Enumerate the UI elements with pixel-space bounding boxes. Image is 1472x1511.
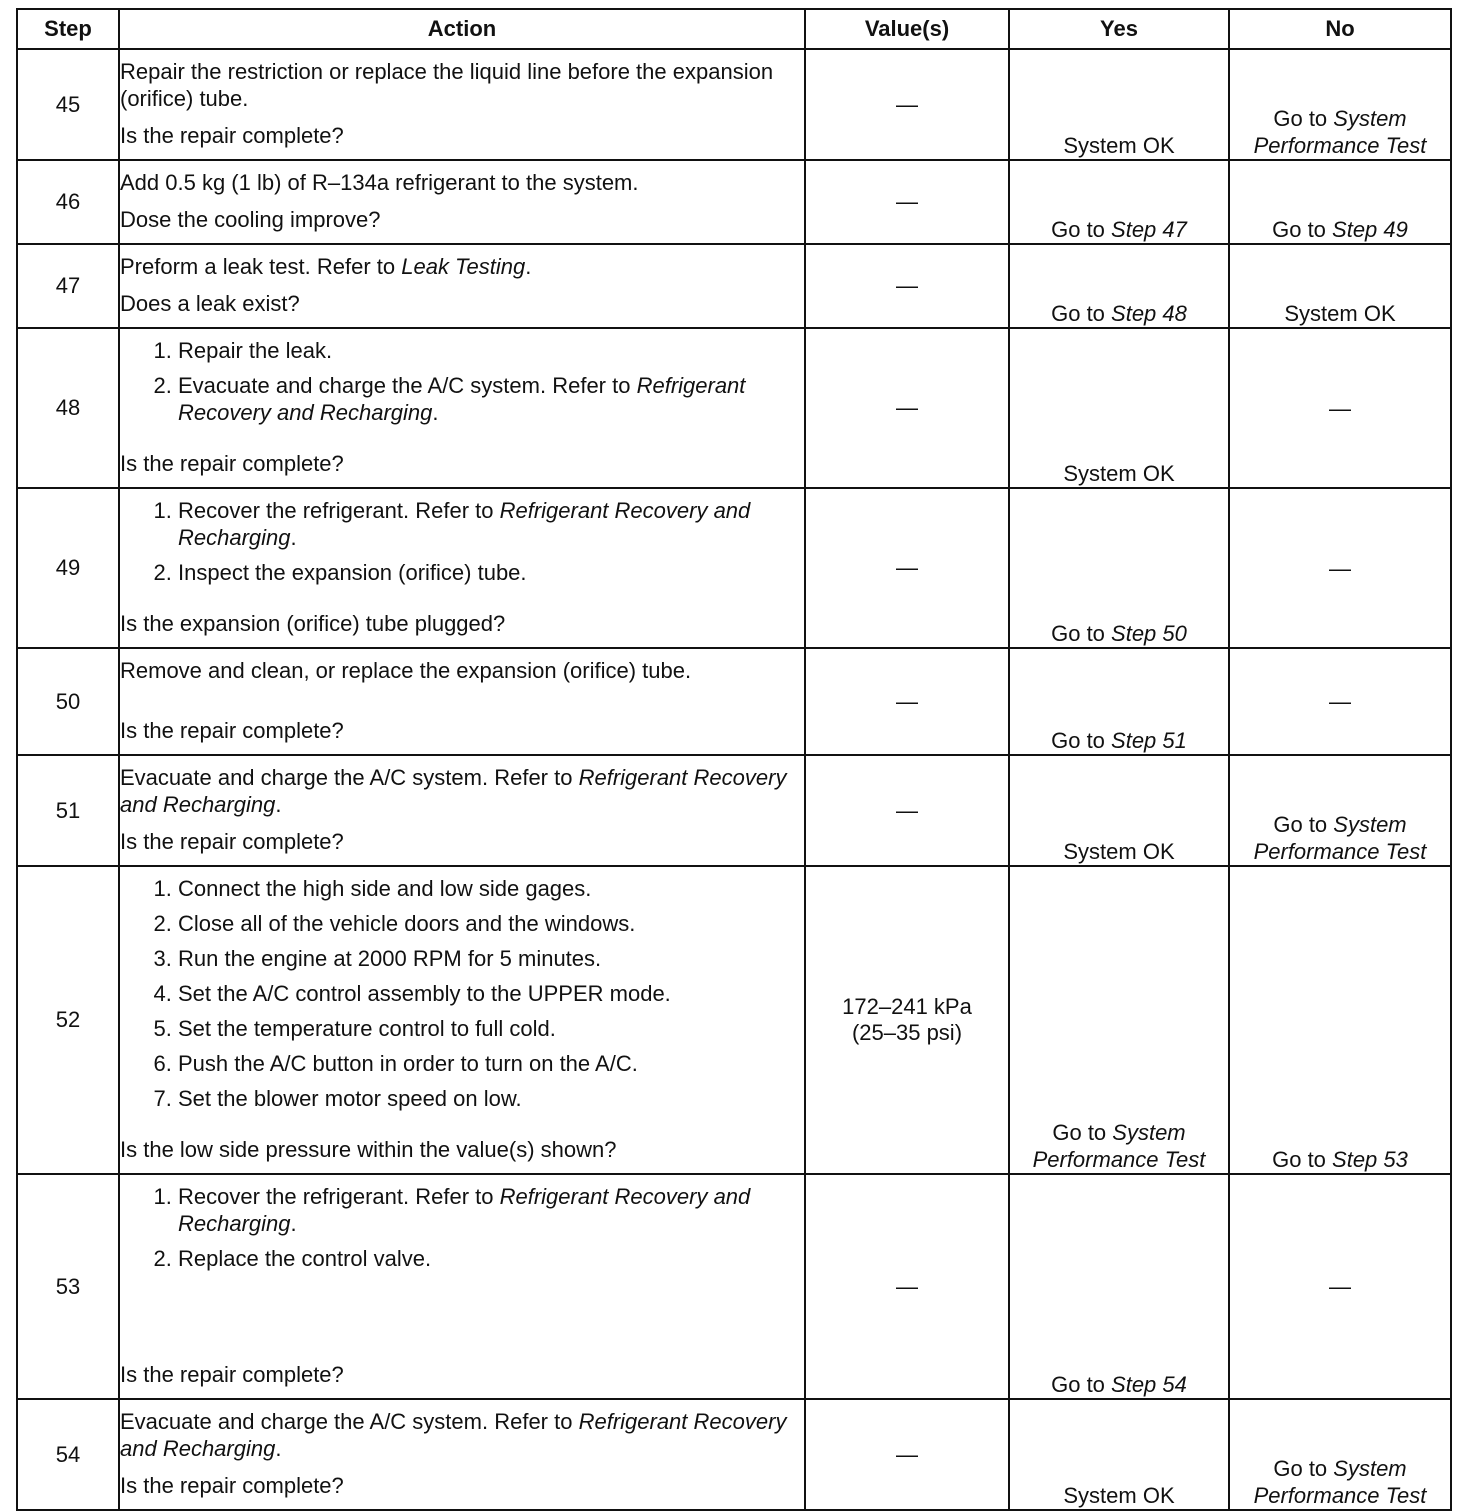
value-cell: — <box>805 244 1009 328</box>
no-prefix: Go to <box>1272 217 1333 242</box>
no-cell <box>1229 866 1451 1174</box>
list-item <box>178 372 804 426</box>
action-steps-list <box>120 875 804 1120</box>
action-text <box>120 1408 804 1462</box>
item-suffix: . <box>432 400 439 425</box>
item-suffix: . <box>290 525 297 550</box>
list-item <box>178 1183 804 1237</box>
action-cell <box>119 648 805 755</box>
step-number: 47 <box>17 244 119 328</box>
action-cell <box>119 755 805 866</box>
list-item: 7. Set the blower motor speed on low. <box>178 1085 804 1112</box>
step-number: 46 <box>17 160 119 244</box>
action-cell <box>119 244 805 328</box>
no-prefix: Go to <box>1273 1456 1334 1481</box>
header-no: No <box>1229 9 1451 49</box>
list-item: 2. Replace the control valve. <box>178 1245 804 1272</box>
item-ref: Refrigerant Recovery and Recharging <box>178 498 751 550</box>
action-cell <box>119 160 805 244</box>
yes-prefix: Go to <box>1052 1120 1113 1145</box>
table-row-51 <box>17 755 1451 866</box>
no-prefix: Go to <box>1273 106 1334 131</box>
yes-cell <box>1009 866 1229 1174</box>
table-row-52 <box>17 866 1451 1174</box>
no-cell: — <box>1229 328 1451 488</box>
step-number: 49 <box>17 488 119 648</box>
item-suffix: . <box>290 1211 297 1236</box>
value-cell: — <box>805 1399 1009 1510</box>
step-number: 45 <box>17 49 119 160</box>
no-cell <box>1229 1399 1451 1510</box>
yes-prefix: Go to <box>1051 217 1112 242</box>
value-cell: — <box>805 49 1009 160</box>
table-row-46 <box>17 160 1451 244</box>
item-text: Recover the refrigerant. Refer to <box>178 498 500 523</box>
pressure-value-kpa: 172–241 kPa <box>842 994 972 1019</box>
step-number: 48 <box>17 328 119 488</box>
value-cell: — <box>805 160 1009 244</box>
list-item: 1. Repair the leak. <box>178 337 804 364</box>
action-steps-list <box>120 337 804 434</box>
yes-prefix: Go to <box>1051 301 1112 326</box>
action-steps-list <box>120 497 804 594</box>
pressure-value-psi: (25–35 psi) <box>851 1020 963 1045</box>
table-row-47 <box>17 244 1451 328</box>
yes-prefix: Go to <box>1051 1372 1112 1397</box>
list-item: 2. Close all of the vehicle doors and the windows. <box>178 910 804 937</box>
action-cell <box>119 49 805 160</box>
table-row-48 <box>17 328 1451 488</box>
value-cell: — <box>805 1174 1009 1399</box>
no-cell <box>1229 160 1451 244</box>
no-cell: — <box>1229 488 1451 648</box>
no-prefix: Go to <box>1273 812 1334 837</box>
no-ref: System Performance Test <box>1253 1456 1427 1508</box>
action-cell <box>119 1174 805 1399</box>
list-item: 4. Set the A/C control assembly to the UPPER mode. <box>178 980 804 1007</box>
question: Is the expansion (orifice) tube plugged? <box>120 611 506 636</box>
item-ref: Refrigerant Recovery and Recharging <box>178 373 746 425</box>
question: Dose the cooling improve? <box>120 207 381 232</box>
action-suffix: . <box>275 792 282 817</box>
action-ref: Leak Testing <box>401 254 526 279</box>
no-ref: Step 53 <box>1332 1147 1408 1172</box>
action-text: Add 0.5 kg (1 lb) of R–134a refrigerant to the system. <box>120 170 639 195</box>
question: Is the repair complete? <box>120 451 344 476</box>
list-item: 2. Inspect the expansion (orifice) tube. <box>178 559 804 586</box>
yes-ref: Step 48 <box>1111 301 1187 326</box>
yes-cell <box>1009 1174 1229 1399</box>
list-item: 6. Push the A/C button in order to turn on the A/C. <box>178 1050 804 1077</box>
action-text <box>120 253 804 280</box>
action-prefix: Preform a leak test. Refer to <box>120 254 402 279</box>
yes-prefix: Go to <box>1051 621 1112 646</box>
list-item: 3. Run the engine at 2000 RPM for 5 minutes. <box>178 945 804 972</box>
table-row-53 <box>17 1174 1451 1399</box>
action-text <box>120 764 804 818</box>
table-row-45 <box>17 49 1451 160</box>
yes-cell: System OK <box>1009 755 1229 866</box>
yes-cell: System OK <box>1009 328 1229 488</box>
value-cell: — <box>805 648 1009 755</box>
no-ref: System Performance Test <box>1253 812 1427 864</box>
yes-cell: System OK <box>1009 1399 1229 1510</box>
step-number: 54 <box>17 1399 119 1510</box>
yes-ref: Step 50 <box>1111 621 1187 646</box>
action-prefix: Evacuate and charge the A/C system. Refer to <box>120 765 579 790</box>
yes-cell <box>1009 648 1229 755</box>
no-cell: System OK <box>1229 244 1451 328</box>
yes-prefix: Go to <box>1051 728 1112 753</box>
list-item <box>178 497 804 551</box>
header-row <box>17 9 1451 49</box>
value-cell: — <box>805 328 1009 488</box>
step-number: 53 <box>17 1174 119 1399</box>
table-row-50 <box>17 648 1451 755</box>
item-text: Recover the refrigerant. Refer to <box>178 1184 500 1209</box>
no-ref: Step 49 <box>1332 217 1408 242</box>
yes-cell <box>1009 244 1229 328</box>
value-cell: — <box>805 755 1009 866</box>
header-values: Value(s) <box>805 9 1009 49</box>
question: Is the low side pressure within the value(s) shown? <box>120 1137 617 1162</box>
question: Is the repair complete? <box>120 829 344 854</box>
action-text: Repair the restriction or replace the liquid line before the expansion (orifice) tube. <box>120 59 774 111</box>
action-suffix: . <box>525 254 532 279</box>
question: Is the repair complete? <box>120 718 344 743</box>
item-ref: Refrigerant Recovery and Recharging <box>178 1184 751 1236</box>
step-number: 50 <box>17 648 119 755</box>
yes-ref: Step 54 <box>1111 1372 1187 1397</box>
item-text: Evacuate and charge the A/C system. Refer to <box>178 373 637 398</box>
action-cell <box>119 328 805 488</box>
question: Is the repair complete? <box>120 123 344 148</box>
action-cell <box>119 866 805 1174</box>
step-number: 51 <box>17 755 119 866</box>
table-row-54 <box>17 1399 1451 1510</box>
no-cell <box>1229 755 1451 866</box>
no-cell: — <box>1229 648 1451 755</box>
question: Does a leak exist? <box>120 291 300 316</box>
yes-ref: Step 47 <box>1111 217 1187 242</box>
action-cell <box>119 488 805 648</box>
value-cell: — <box>805 488 1009 648</box>
action-suffix: . <box>275 1436 282 1461</box>
action-ref: Refrigerant Recovery and Recharging <box>120 765 787 817</box>
header-yes: Yes <box>1009 9 1229 49</box>
yes-cell: System OK <box>1009 49 1229 160</box>
yes-ref: Step 51 <box>1111 728 1187 753</box>
action-prefix: Evacuate and charge the A/C system. Refer to <box>120 1409 579 1434</box>
question: Is the repair complete? <box>120 1362 344 1387</box>
diagnostic-table <box>16 8 1452 1511</box>
value-cell <box>805 866 1009 1174</box>
list-item: 5. Set the temperature control to full cold. <box>178 1015 804 1042</box>
no-cell: — <box>1229 1174 1451 1399</box>
question: Is the repair complete? <box>120 1473 344 1498</box>
no-cell <box>1229 49 1451 160</box>
header-action: Action <box>119 9 805 49</box>
action-ref: Refrigerant Recovery and Recharging <box>120 1409 787 1461</box>
no-prefix: Go to <box>1272 1147 1333 1172</box>
yes-cell <box>1009 160 1229 244</box>
no-ref: System Performance Test <box>1253 106 1427 158</box>
list-item: 1. Connect the high side and low side gages. <box>178 875 804 902</box>
table-row-49 <box>17 488 1451 648</box>
yes-cell <box>1009 488 1229 648</box>
header-step: Step <box>17 9 119 49</box>
yes-ref: System Performance Test <box>1032 1120 1206 1172</box>
action-cell <box>119 1399 805 1510</box>
action-text: Remove and clean, or replace the expansion (orifice) tube. <box>120 658 692 683</box>
action-steps-list <box>120 1183 804 1280</box>
step-number: 52 <box>17 866 119 1174</box>
